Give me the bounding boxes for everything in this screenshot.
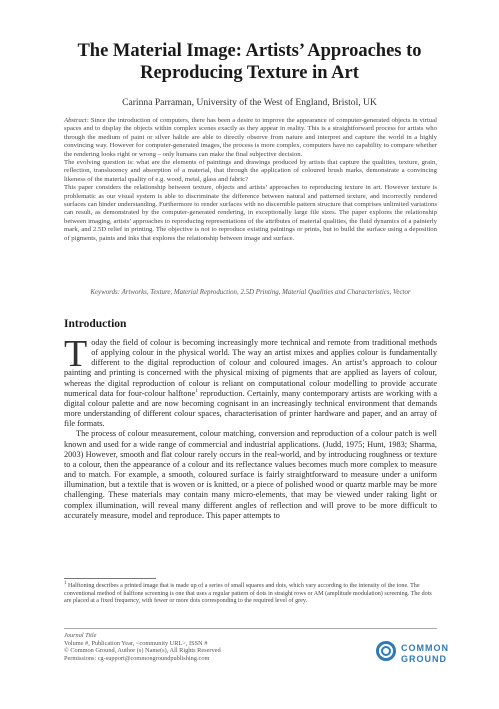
abstract	[64, 117, 437, 243]
permissions-line: Permissions: cg-support@commongroundpublishing.com	[64, 654, 210, 662]
footnote	[64, 580, 437, 606]
drop-cap: T	[64, 333, 88, 375]
abstract-paragraph-2: The evolving question is: what are the elements of paintings and drawings produced by artists that capture the qualities, texture, grain, reflection, translucency and absorption of a material, that through the application of coloured brush marks, demonstrate a convincing likeness of the material quality of e.g. wood, metal, glass and fabric?	[64, 159, 437, 183]
footnote-reference: 1	[195, 389, 198, 395]
logo-word-common: COMMON	[401, 643, 449, 653]
journal-info	[64, 632, 364, 662]
logo-word-ground: GROUND	[401, 654, 447, 664]
footnote-text: Halftoning describes a printed image that is made up of a series of small squares and dots, which vary according to the intensity of the tone. The conventional method of halftone screening is one that uses a regular pattern of dots in straight rows or AM (amplitude modulation) screening. The dots are placed at a fixed frequency, with fewer or more dots corresponding to the required level of grey.	[64, 583, 432, 604]
footer-rule	[64, 628, 437, 629]
abstract-paragraph-3: This paper considers the relationship between texture, objects and artists’ approaches to reproducing texture in art. However texture is problematic as our visual system is able to discriminate the difference between natural and patterned texture, and incorrectly rendered surfaces can hinder understanding. Furthermore to render surfaces with no discernible pattern structure that comprises unlimited variations can result, as demonstrated by the computer-generated rendering, in exceptionally large file sizes. The paper explores the relationship between imaging, artists’ approaches to reproducing representations of the attributes of material qualities, the fluid dynamics of a painterly mark, and 2.5D relief in printing. The objective is not to reproduce existing paintings or prints, but to build the surface using a deposition of pigments, paints and inks that explores the relationship between image and surface.	[64, 184, 437, 242]
common-ground-logo	[376, 637, 449, 677]
footnote-rule	[64, 578, 156, 579]
body-paragraph-1	[64, 333, 438, 429]
body-paragraph-2: The process of colour measurement, colour matching, conversion and reproduction of a colour patch is well known and used for a wide range of commercial and industrial applications. (Judd, 1975; Hunt, 1983; Sharma, 2003) However, smooth and flat colour rarely occurs in the real-world, and by introducing roughness or texture to a colour, then the appearance of a colour and its reflectance values becomes much more complex to measure and to match. For example, a smooth, coloured surface is fairly straightforward to measure under a uniform illumination, but a textile that is woven or is knitted, or a piece of polished wood or quartz marble may be more challenging. These materials may contain many micro-elements, that may be viewed under raking light or complex illumination, will reveal many different angles of reflection and will prove to be more difficult to accurately measure, model and reproduce. This paper attempts to	[64, 429, 437, 520]
journal-title: Journal Title	[64, 632, 97, 639]
footnote-mark: 1	[64, 580, 67, 586]
abstract-text-1: Since the introduction of computers, there has been a desire to improve the appearance of computer-generated objects in virtual spaces and to display the objects within complex scenes exactly as they appear in reality. This is a straightforward process for artists who through the medium of paint or silver halide are able to directly observe from nature and interpret and capture the world in a highly convincing way. However for computer-generated images, the process is more complex, computers have no capability to compare whether the rendering looks right or wrong – only humans can make the final subjective decision.	[64, 117, 438, 158]
journal-volume-line: Volume #, Publication Year, <community URL>, ISSN #	[64, 639, 208, 647]
copyright-line: © Common Ground, Author (s) Name(s), All Rights Reserved	[64, 647, 221, 655]
author-line: Carinna Parraman, University of the West of England, Bristol, UK	[122, 97, 377, 108]
abstract-label: Abstract:	[64, 117, 89, 124]
abstract-paragraph-1	[64, 117, 437, 159]
paper-title: The Material Image: Artists’ Approaches to Reproducing Texture in Art	[77, 41, 422, 83]
section-heading: Introduction	[64, 318, 127, 330]
body-text	[64, 333, 438, 521]
body-paragraph-1-end: reproduction. Certainly, many contemporary artists are working with a digital colour palette and are now becoming cognisant in an increasingly technical environment that demands more understanding of different colour spaces, characterisation of printer hardware and paper, and an array of file formats.	[64, 388, 438, 429]
logo-inner-ring-icon	[381, 646, 391, 656]
keywords: Keywords: Artworks, Texture, Material Reproduction, 2.5D Printing, Material Qualities and Characteristics, Vector	[90, 289, 411, 296]
body-paragraph-1-text: oday the field of colour is becoming increasingly more technical and remote from traditional methods of applying colour in the physical world. The way an artist mixes and applies colour is fundamentally different to the digital reproduction of colour and coloured images. An artist’s approach to colour painting and printing is concerned with the physical mixing of pigments that are applied as layers of colour, whereas the digital reproduction of colour is reliant on computational colour modelling to provide accurate numerical data for four-colour halftone	[64, 338, 437, 398]
